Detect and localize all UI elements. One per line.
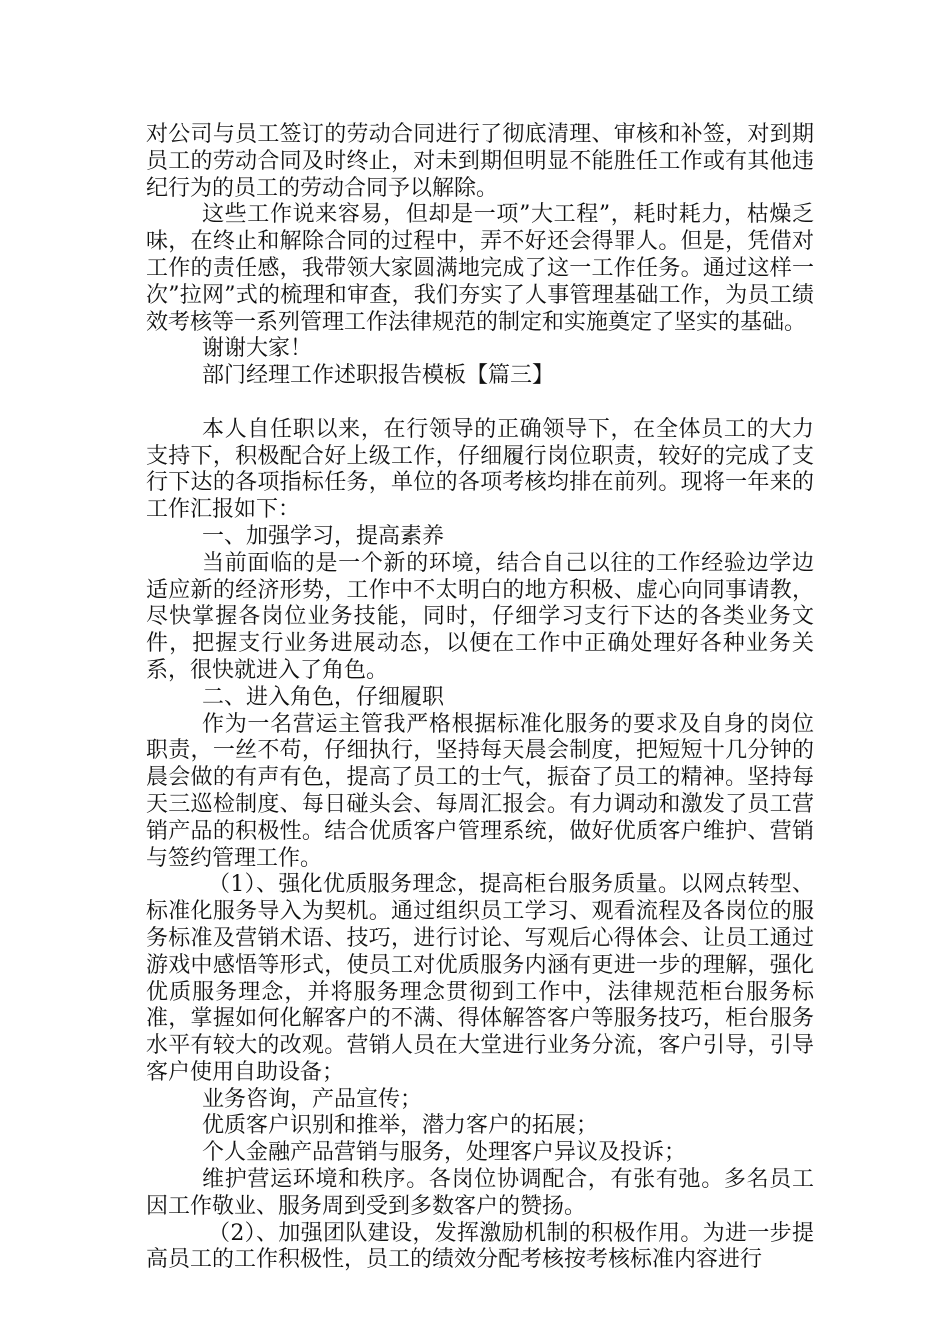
- heading-study: 一、加强学习，提高素养: [202, 523, 445, 549]
- paragraph-consulting: 业务咨询，产品宣传；: [202, 1086, 423, 1112]
- heading-role: 二、进入角色，仔细履职: [202, 684, 445, 710]
- paragraph-customer-identification: 优质客户识别和推举，潜力客户的拓展；: [202, 1113, 599, 1139]
- paragraph-environment: 维护营运环境和秩序。各岗位协调配合，有张有弛。多名员工因工作敬业、服务周到受到多数客户的赞扬。: [146, 1167, 814, 1219]
- paragraph-role: 作为一名营运主管我严格根据标准化服务的要求及自身的岗位职责，一丝不苟，仔细执行，坚持每天晨会制度，把短短十几分钟的晨会做的有声有色，提高了员工的士气，振奋了员工的精神。坚持每天三巡检制度、每日碰头会、每周汇报会。有力调动和激发了员工营销产品的积极性。结合优质客户管理系统，做好优质客户维护、营销与签约管理工作。: [146, 711, 814, 871]
- section-title: 部门经理工作述职报告模板【篇三】: [202, 363, 555, 389]
- paragraph-team-building: （2）、加强团队建设，发挥激励机制的积极作用。为进一步提高员工的工作积极性，员工的绩效分配考核按考核标准内容进行: [146, 1220, 814, 1273]
- paragraph-thanks: 谢谢大家！: [202, 336, 313, 362]
- paragraph-personal-finance: 个人金融产品营销与服务，处理客户异议及投诉；: [202, 1140, 687, 1166]
- paragraph-service-quality: （1）、强化优质服务理念，提高柜台服务质量。以网点转型、标准化服务导入为契机。通过组织员工学习、观看流程及各岗位的服务标准及营销术语、技巧，进行讨论、写观后心得体会、让员工通过游戏中感悟等形式，使员工对优质服务内涵有更进一步的理解，强化优质服务理念，并将服务理念贯彻到工作中，法律规范柜台服务标准，掌握如何化解客户的不满、得体解答客户等服务技巧，柜台服务水平有较大的改观。营销人员在大堂进行业务分流，客户引导，引导客户使用自助设备；: [146, 872, 814, 1085]
- document-body: [146, 122, 814, 1274]
- paragraph-study: 当前面临的是一个新的环境，结合自己以往的工作经验边学边适应新的经济形势，工作中不太明白的地方积极、虚心向同事请教，尽快掌握各岗位业务技能，同时，仔细学习支行下达的各类业务文件，把握支行业务进展动态，以便在工作中正确处理好各种业务关系，很快就进入了角色。: [146, 550, 814, 683]
- blank-line: [146, 390, 814, 417]
- paragraph-big-project: 这些工作说来容易，但却是一项”大工程”，耗时耗力，枯燥乏味，在终止和解除合同的过程中，弄不好还会得罪人。但是，凭借对工作的责任感，我带领大家圆满地完成了这一工作任务。通过这样一次”拉网”式的梳理和审查，我们夯实了人事管理基础工作，为员工绩效考核等一系列管理工作法律规范的制定和实施奠定了坚实的基础。: [146, 202, 814, 335]
- paragraph-contract-cleanup: 对公司与员工签订的劳动合同进行了彻底清理、审核和补签，对到期员工的劳动合同及时终止，对未到期但明显不能胜任工作或有其他违纪行为的员工的劳动合同予以解除。: [146, 122, 814, 201]
- paragraph-intro: 本人自任职以来，在行领导的正确领导下，在全体员工的大力支持下，积极配合好上级工作，仔细履行岗位职责，较好的完成了支行下达的各项指标任务，单位的各项考核均排在前列。现将一年来的工作汇报如下：: [146, 416, 814, 523]
